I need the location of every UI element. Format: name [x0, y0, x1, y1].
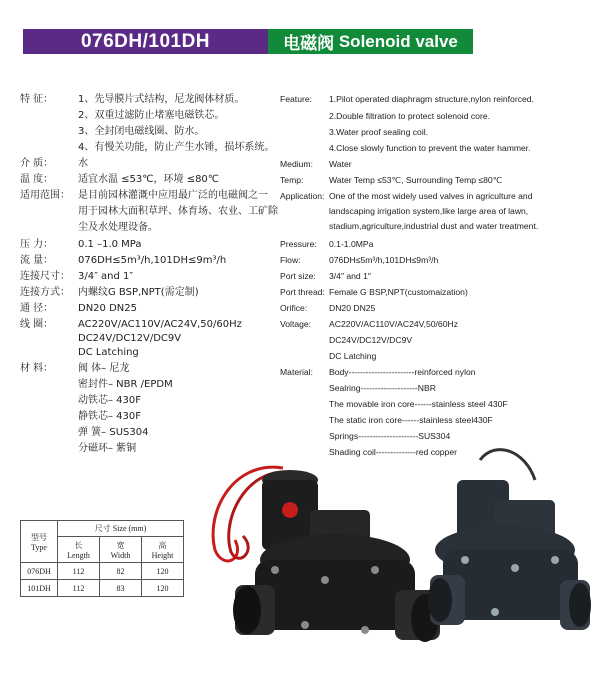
row-length: 112 — [58, 563, 100, 580]
en-flow-label: Flow: — [280, 255, 301, 265]
title-banner — [23, 29, 473, 54]
cn-coil-label: 线 圈： — [20, 319, 54, 330]
en-material-6: Shading coil--------------red copper — [329, 447, 457, 457]
row-type: 101DH — [21, 580, 58, 597]
en-orifice-label: Orifice: — [280, 303, 308, 313]
cn-temp: 适宜水温 ≤53℃，环境 ≤80℃ — [78, 174, 220, 185]
en-voltage-3: DC Latching — [329, 351, 377, 361]
en-material-4: The static iron core------stainless steel430F — [329, 415, 493, 425]
en-feature-3: 3.Water proof sealing coil. — [329, 127, 429, 137]
en-feature-1: 1.Pilot operated diaphragm structure,nylon reinforced. — [329, 94, 534, 104]
cn-material-label: 材 料： — [20, 363, 54, 374]
row-type: 076DH — [21, 563, 58, 580]
en-medium: Water — [329, 159, 352, 169]
row-length: 112 — [58, 580, 100, 597]
cn-app-1: 是目前园林灌溉中应用最广泛的电磁阀之一 — [78, 190, 268, 201]
en-app-1: One of the most widely used valves in agriculture and — [329, 191, 533, 201]
cn-coil-3: DC Latching — [78, 347, 139, 358]
cn-coil-2: DC24V/DC12V/DC9V — [78, 333, 182, 344]
en-material-5: Springs---------------------SUS304 — [329, 431, 451, 441]
cn-orifice-label: 通 径： — [20, 303, 54, 314]
row-height: 120 — [142, 563, 184, 580]
cn-material-6: 分磁环– 紫铜 — [78, 443, 137, 454]
cn-material-1: 阀 体– 尼龙 — [78, 363, 130, 374]
cn-material-3: 动铁芯– 430F — [78, 395, 142, 406]
cn-title: 电磁阀 — [283, 34, 335, 53]
en-orifice: DN20 DN25 — [329, 303, 376, 313]
en-feature-4: 4.Close slowly function to prevent the water hammer. — [329, 143, 531, 153]
cn-temp-label: 温 度： — [20, 174, 54, 185]
cn-flow-label: 流 量： — [20, 255, 54, 266]
cn-material-5: 弹 簧– SUS304 — [78, 427, 149, 438]
en-material-1: Body-----------------------reinforced nylon — [329, 367, 476, 377]
cn-material-2: 密封件– NBR /EPDM — [78, 379, 173, 390]
cn-app-label: 适用范围： — [20, 190, 70, 201]
en-medium-label: Medium: — [280, 159, 313, 169]
product-title — [268, 29, 473, 54]
table-header-type — [21, 521, 58, 563]
en-port: 3/4″ and 1″ — [329, 271, 371, 281]
height-header-en: Height — [151, 550, 174, 560]
cn-pressure: 0.1 –1.0 MPa — [78, 239, 142, 250]
en-material-label: Material: — [280, 367, 313, 377]
valve-right — [428, 450, 591, 630]
width-header-en: Width — [110, 550, 131, 560]
en-feature-label: Feature: — [280, 94, 313, 104]
table-row — [21, 580, 184, 597]
en-app-label: Application: — [280, 191, 325, 201]
cn-feature-4: 4、有慢关功能，防止产生水锤，损坏系统。 — [78, 142, 275, 153]
cn-medium-label: 介 质： — [20, 158, 54, 169]
model-title: 076DH/101DH — [23, 29, 268, 54]
en-thread: Female G BSP,NPT(customaization) — [329, 287, 468, 297]
table-row — [21, 563, 184, 580]
en-temp: Water Temp ≤53℃, Surrounding Temp ≤80℃ — [329, 175, 503, 185]
red-label — [282, 502, 298, 518]
cn-thread-label: 连接方式： — [20, 287, 70, 298]
cn-port-label: 连接尺寸： — [20, 271, 70, 282]
row-width: 83 — [100, 580, 142, 597]
en-temp-label: Temp: — [280, 175, 304, 185]
cn-thread: 内螺纹G BSP,NPT(需定制) — [78, 287, 199, 298]
en-feature-2: 2.Double filtration to protect solenoid core. — [329, 111, 490, 121]
table-header-height — [142, 537, 184, 563]
cn-orifice: DN20 DN25 — [78, 303, 137, 314]
length-header-en: Length — [67, 550, 90, 560]
en-voltage-2: DC24V/DC12V/DC9V — [329, 335, 413, 345]
cn-material-4: 静铁芯– 430F — [78, 411, 142, 422]
cn-pressure-label: 压 力： — [20, 239, 54, 250]
en-thread-label: Port thread: — [280, 287, 325, 297]
cn-feature-label: 特 征： — [20, 94, 54, 105]
cn-feature-3: 3、全封闭电磁线圈、防水。 — [78, 126, 205, 137]
en-pressure: 0.1-1.0MPa — [329, 239, 374, 249]
cn-coil-1: AC220V/AC110V/AC24V,50/60Hz — [78, 319, 242, 330]
height-header-cn: 高 — [158, 540, 167, 550]
en-title: Solenoid valve — [338, 31, 458, 51]
en-voltage-1: AC220V/AC110V/AC24V,50/60Hz — [329, 319, 458, 329]
en-app-3: stadium,agriculture,industrial dust and water treatment. — [329, 221, 539, 231]
width-header-cn: 宽 — [116, 540, 125, 550]
cn-port: 3/4″ and 1″ — [78, 271, 134, 282]
row-width: 82 — [100, 563, 142, 580]
en-pressure-label: Pressure: — [280, 239, 317, 249]
en-material-2: Sealring--------------------NBR — [329, 383, 436, 393]
en-material-3: The movable iron core------stainless steel 430F — [329, 399, 508, 409]
en-app-2: landscaping irrigation system,like large area of lawn, — [329, 206, 529, 216]
en-port-label: Port size: — [280, 271, 316, 281]
table-header-size: 尺寸 Size (mm) — [58, 521, 184, 537]
cn-medium: 水 — [78, 158, 88, 169]
type-header-en: Type — [31, 542, 47, 552]
cn-app-3: 尘及水处理设备。 — [78, 222, 158, 233]
type-header-cn: 型号 — [31, 532, 47, 542]
valve-left — [233, 470, 440, 642]
cn-feature-2: 2、双重过滤防止堵塞电磁铁芯。 — [78, 110, 225, 121]
table-header-width — [100, 537, 142, 563]
length-header-cn: 长 — [74, 540, 83, 550]
table-header-length — [58, 537, 100, 563]
en-flow: 076DH≤5m³/h,101DH≤9m³/h — [329, 255, 439, 265]
row-height: 120 — [142, 580, 184, 597]
cn-app-2: 用于园林大面积草坪、体育场、农业、工矿除 — [78, 206, 278, 217]
cn-feature-1: 1、先导膜片式结构，尼龙阀体材质。 — [78, 94, 245, 105]
en-voltage-label: Voltage: — [280, 319, 312, 329]
size-table — [20, 520, 184, 597]
product-photo — [195, 440, 595, 690]
cn-flow: 076DH≤5m³/h,101DH≤9m³/h — [78, 255, 227, 266]
